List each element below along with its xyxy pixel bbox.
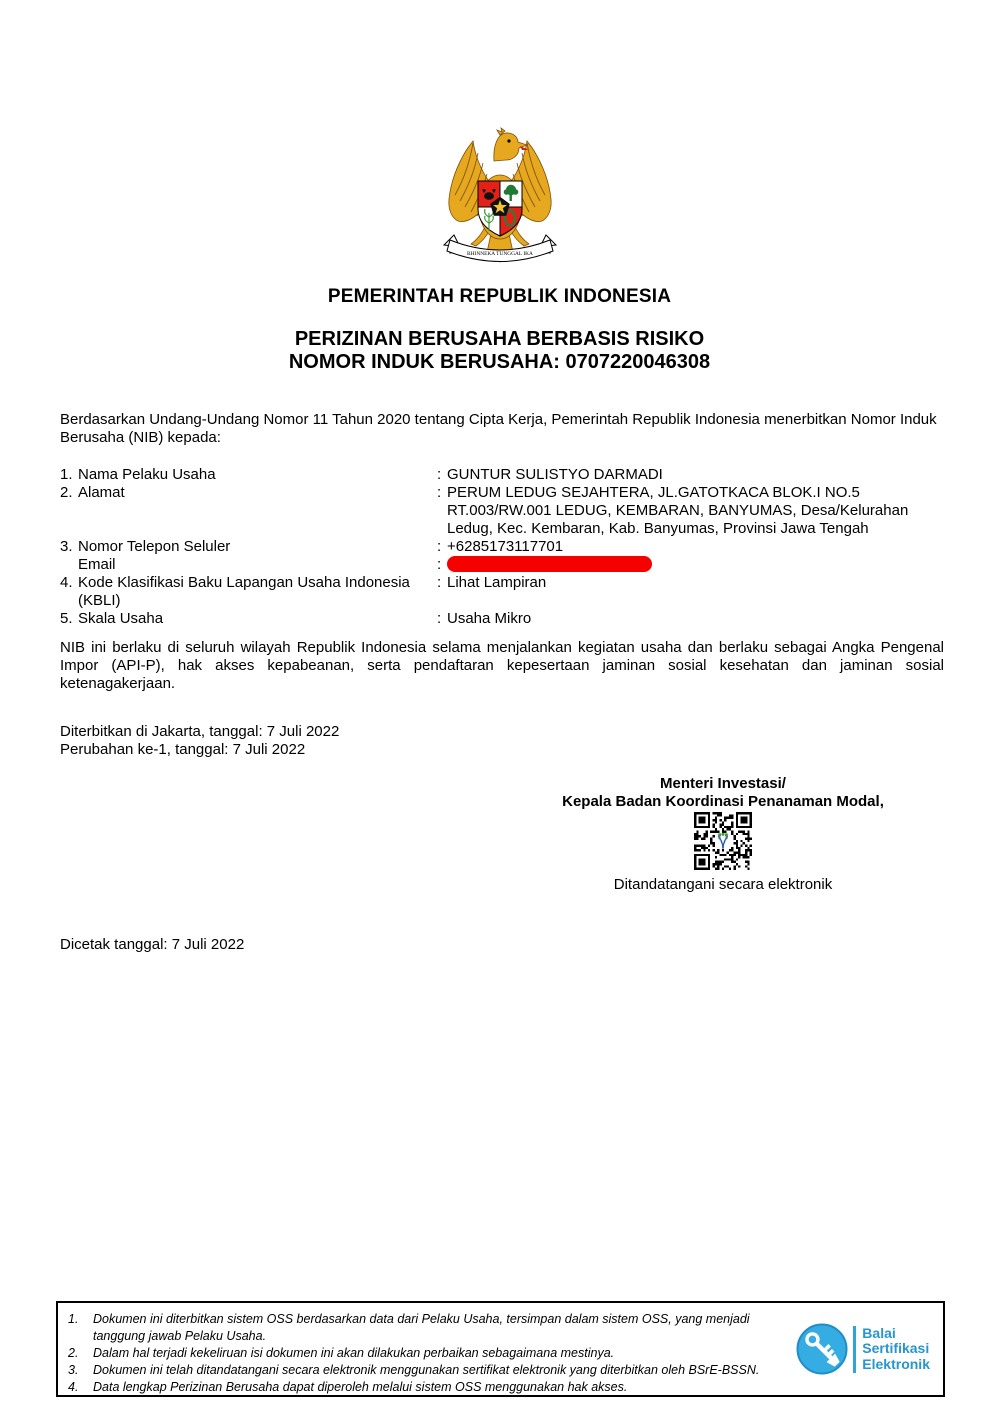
field-row-email: Email : [60, 556, 944, 574]
nib-validity-paragraph: NIB ini berlaku di seluruh wilayah Republik Indonesia selama menjalankan kegiatan usaha dan berlaku sebagai Angka Pengenal Impor (API-P), hak akses kepabeanan, serta pendaftaran kepesertaan jaminan sosial kesehatan dan jaminan sosial ketenagakerjaan. [60, 639, 944, 692]
issued-line: Diterbitkan di Jakarta, tanggal: 7 Juli 2022 [60, 723, 340, 740]
footer-note: 2. Dalam hal terjadi kekeliruan isi dokumen ini akan dilakukan perbaikan sebagaimana mestinya. [68, 1346, 615, 1360]
electronic-signature-caption: Ditandatangani secara elektronik [613, 876, 833, 893]
footer-note: 4. Data lengkap Perizinan Berusaha dapat diperoleh melalui sistem OSS menggunakan hak akses. [68, 1380, 628, 1394]
qr-code [694, 812, 752, 870]
emblem-motto: BHINNEKA TUNGGAL IKA [467, 251, 533, 257]
key-certificate-icon [796, 1323, 848, 1375]
revision-line: Perubahan ke-1, tanggal: 7 Juli 2022 [60, 741, 306, 758]
field-row-skala: 5. Skala Usaha : Usaha Mikro [60, 610, 944, 628]
field-row-kbli: 4. Kode Klasifikasi Baku Lapangan Usaha Indonesia : Lihat Lampiran [60, 574, 944, 592]
signature-block [557, 775, 889, 894]
field-value-alamat: PERUM LEDUG SEJAHTERA, JL.GATOTKACA BLOK.I NO.5 [447, 484, 860, 501]
field-row-kbli-cont: (KBLI) [78, 592, 121, 609]
printed-date: Dicetak tanggal: 7 Juli 2022 [60, 936, 245, 953]
field-value-telepon: +6285173117701 [447, 538, 564, 555]
balai-sertifikasi-elektronik-logo [796, 1323, 930, 1375]
field-value-nama: GUNTUR SULISTYO DARMADI [447, 466, 663, 483]
field-row-nama: 1. Nama Pelaku Usaha : GUNTUR SULISTYO DARMADI [60, 466, 944, 484]
redacted-email-bar [447, 556, 652, 572]
document-title: PERIZINAN BERUSAHA BERBASIS RISIKO [294, 328, 705, 350]
signer-title-line1: Menteri Investasi/ [660, 775, 786, 792]
field-row-alamat-cont2: Ledug, Kec. Kembaran, Kab. Banyumas, Provinsi Jawa Tengah [447, 520, 869, 537]
field-value-kbli: Lihat Lampiran [447, 574, 547, 591]
logo-divider [853, 1326, 856, 1373]
field-row-telepon: 3. Nomor Telepon Seluler : +6285173117701 [60, 538, 944, 556]
business-fields-list [60, 466, 944, 628]
footer-note: 3. Dokumen ini telah ditandatangani secara elektronik menggunakan sertifikat elektronik yang diterbitkan oleh BSrE-BSSN. [68, 1363, 760, 1377]
document-number: NOMOR INDUK BERUSAHA: 0707220046308 [288, 351, 711, 373]
footer-note: 1. Dokumen ini diterbitkan sistem OSS berdasarkan data dari Pelaku Usaha, tersimpan dalam sistem OSS, yang menjadi tanggung jawab Pelaku Usaha. [68, 1312, 750, 1343]
field-value-skala: Usaha Mikro [447, 610, 532, 627]
signer-title-line2: Kepala Badan Koordinasi Penanaman Modal, [562, 793, 884, 810]
intro-paragraph: Berdasarkan Undang-Undang Nomor 11 Tahun 2020 tentang Cipta Kerja, Pemerintah Republik Indonesia menerbitkan Nomor Induk Berusaha (NIB) kepada: [60, 411, 937, 446]
footer-notes-list [68, 1311, 798, 1396]
issuance-block [60, 723, 339, 759]
logo-wordmark: Balai Sertifikasi Elektronik [862, 1324, 930, 1372]
footer-notes-box [56, 1301, 945, 1397]
field-row-alamat-cont: RT.003/RW.001 LEDUG, KEMBARAN, BANYUMAS, Desa/Kelurahan [447, 502, 909, 519]
document-title-block [0, 328, 999, 374]
field-row-alamat: 2. Alamat : PERUM LEDUG SEJAHTERA, JL.GATOTKACA BLOK.I NO.5 [60, 484, 944, 502]
government-heading: PEMERINTAH REPUBLIK INDONESIA [327, 286, 672, 307]
garuda-pancasila-emblem [440, 126, 560, 266]
